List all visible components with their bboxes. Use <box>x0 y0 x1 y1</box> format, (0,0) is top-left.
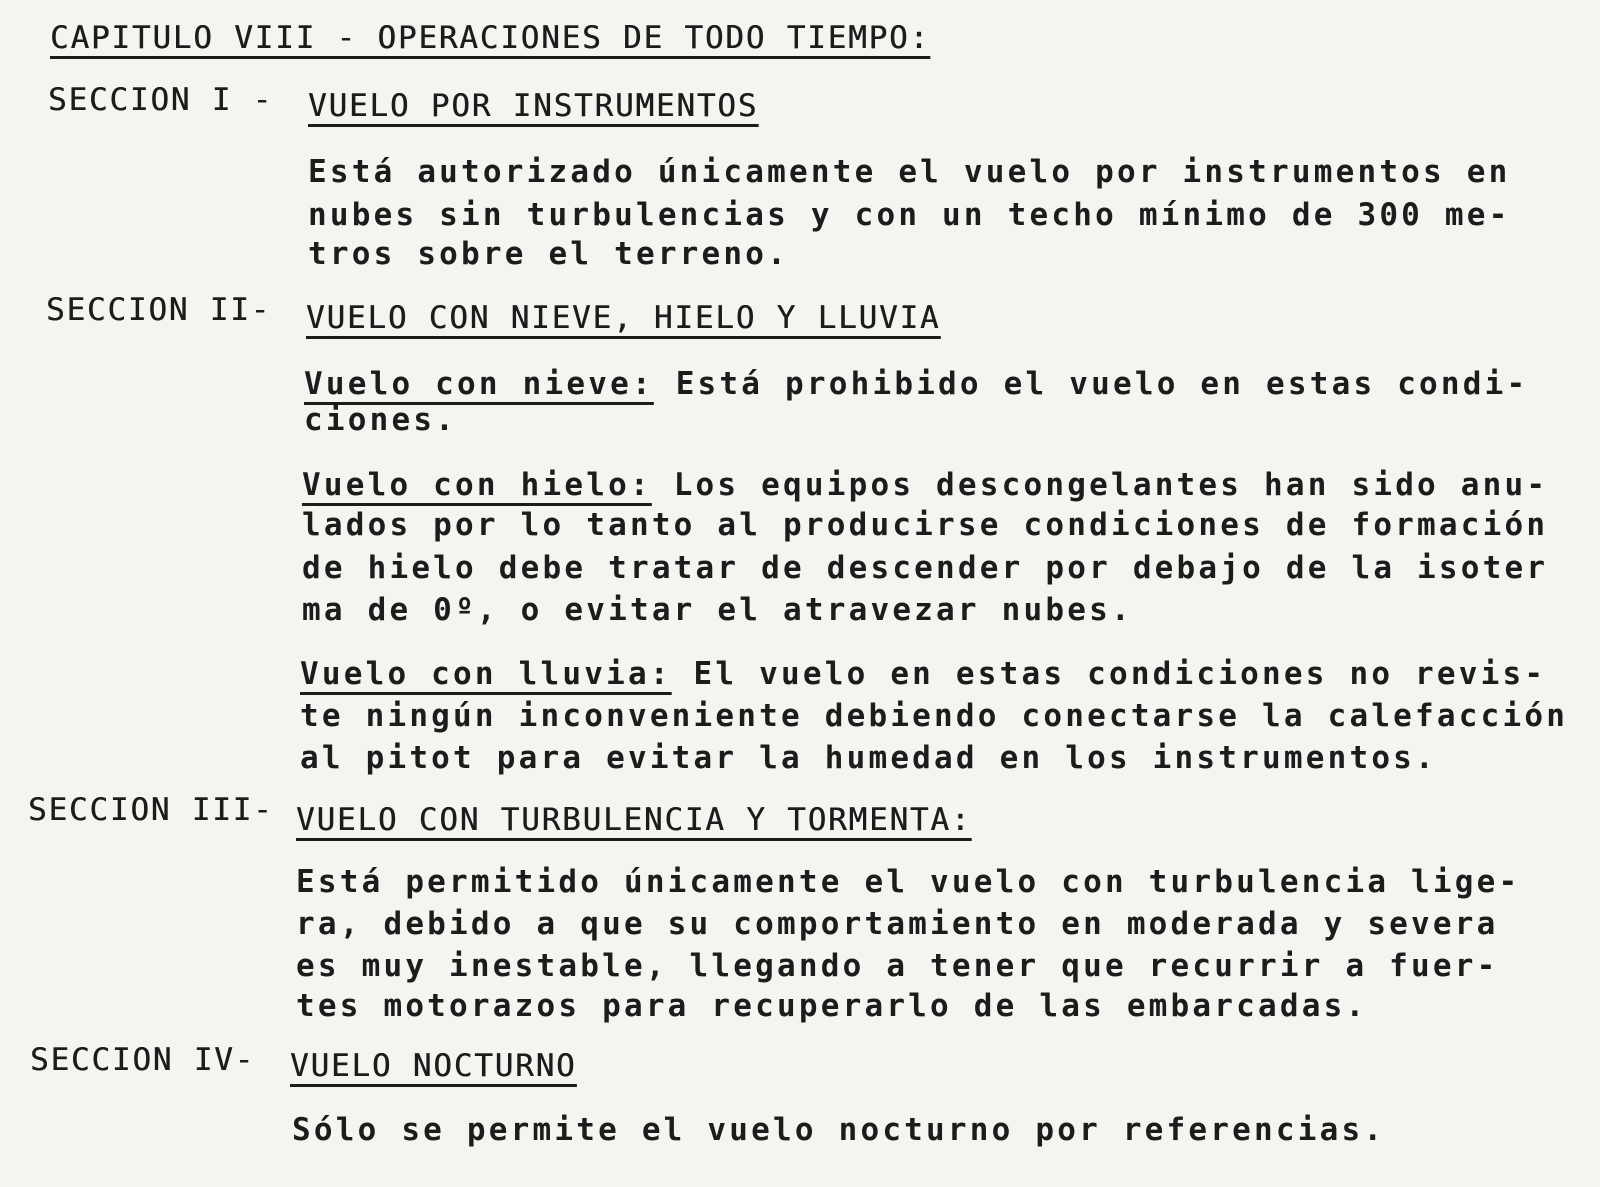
rain-paragraph <box>300 654 1546 694</box>
ice-line-2: lados por lo tanto al producirse condiciones de formación <box>302 507 1549 543</box>
snow-heading: Vuelo con nieve: <box>304 366 654 402</box>
section-2-title: VUELO CON NIEVE, HIELO Y LLUVIA <box>306 300 941 336</box>
ice-paragraph <box>302 465 1548 505</box>
snow-paragraph <box>304 364 1528 404</box>
section-1-line-1: Está autorizado únicamente el vuelo por instrumentos en <box>308 154 1511 190</box>
ice-heading: Vuelo con hielo: <box>302 467 652 503</box>
section-2-label: SECCION II- <box>46 292 272 328</box>
rain-line-1: El vuelo en estas condiciones no revis- <box>671 656 1547 692</box>
ice-line-1: Los equipos descongelantes han sido anu- <box>651 467 1549 503</box>
ice-line-3: de hielo debe tratar de descender por debajo de la isoter <box>302 550 1549 586</box>
rain-line-2: te ningún inconveniente debiendo conectarse la calefacción <box>300 698 1569 734</box>
rain-heading: Vuelo con lluvia: <box>300 656 672 692</box>
section-1-line-2: nubes sin turbulencias y con un techo mínimo de 300 me- <box>308 197 1511 233</box>
section-3-line-1: Está permitido únicamente el vuelo con turbulencia lige- <box>296 864 1521 900</box>
section-3-line-3: es muy inestable, llegando a tener que recurrir a fuer- <box>296 948 1499 984</box>
section-3-line-4: tes motorazos para recuperarlo de las embarcadas. <box>296 988 1368 1024</box>
rain-line-3: al pitot para evitar la humedad en los instrumentos. <box>300 740 1437 776</box>
snow-line-2: ciones. <box>304 402 458 438</box>
section-1-line-3: tros sobre el terreno. <box>308 236 789 272</box>
section-4-title: VUELO NOCTURNO <box>290 1048 577 1084</box>
section-3-line-2: ra, debido a que su comportamiento en moderada y severa <box>296 906 1499 942</box>
section-3-label: SECCION III- <box>28 792 274 828</box>
section-1-title: VUELO POR INSTRUMENTOS <box>308 88 759 124</box>
chapter-title: CAPITULO VIII - OPERACIONES DE TODO TIEMPO: <box>50 20 930 56</box>
section-4-line-1: Sólo se permite el vuelo nocturno por referencias. <box>292 1112 1386 1148</box>
section-1-label: SECCION I - <box>48 82 274 118</box>
section-4-label: SECCION IV- <box>30 1042 256 1078</box>
ice-line-4: ma de 0º, o evitar el atravezar nubes. <box>302 592 1133 628</box>
snow-line-1: Está prohibido el vuelo en estas condi- <box>653 366 1529 402</box>
section-3-title: VUELO CON TURBULENCIA Y TORMENTA: <box>296 802 972 838</box>
